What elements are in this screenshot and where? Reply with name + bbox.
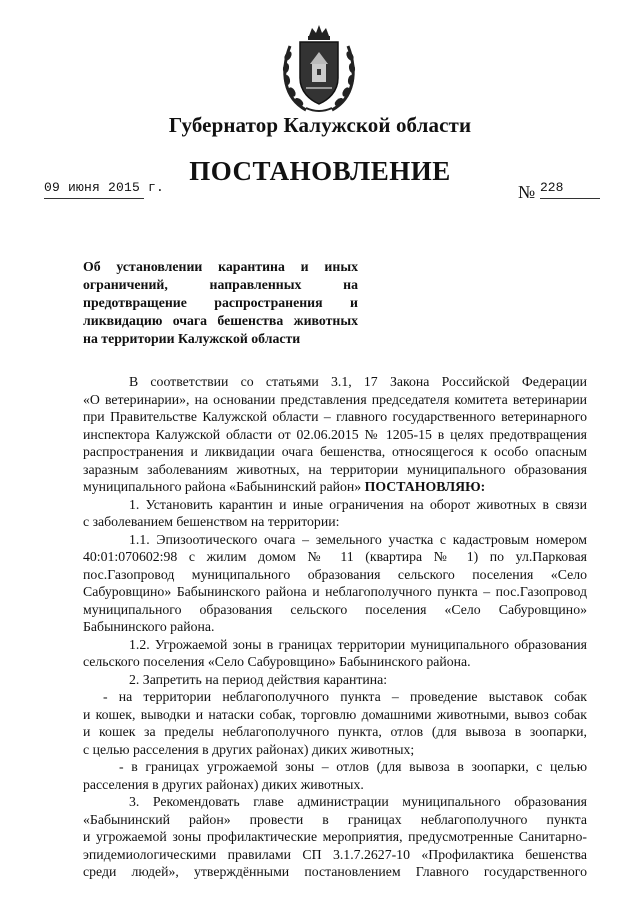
clause-3: 3. Рекомендовать главе администрации муниципального образования (129, 794, 587, 809)
body-line: с заболеванием бешенством на территории: (83, 514, 340, 529)
document-date: 09 июня 2015 г. (44, 180, 165, 195)
issuing-authority: Губернатор Калужской области (168, 113, 472, 137)
resolve-keyword: ПОСТАНОВЛЯЮ: (364, 479, 486, 494)
body-line: и кошек за пределы неблагополучного пункта, отлов (для вывоза в зоопарки, (83, 724, 587, 739)
body-line: при Правительстве Калужской области – главного государственного ветеринарного (83, 409, 587, 424)
body-line: с целью расселения в других районах) диких животных; (83, 741, 415, 757)
body-line: Бабынинского района. (83, 619, 215, 634)
body-line: сельского поселения «Село Сабуровщино» Бабынинского района. (83, 654, 471, 669)
body-line: распространения и ликвидации очага бешенства, относящегося к особо опасным (83, 444, 587, 459)
subject-line: Об установлении карантина и иных (83, 259, 358, 274)
body-line: эпидемиологическими правилами СП 3.1.7.2627-10 «Профилактика бешенства (83, 846, 587, 862)
body-line: пос.Газопровод муниципального образования сельского поселения «Село (83, 566, 587, 582)
subject-line: ограничений, направленных на (83, 277, 358, 292)
clause-1-2: 1.2. Угрожаемой зоны в границах территории муниципального образования (129, 636, 587, 652)
clause-1: 1. Установить карантин и иные ограничения на оборот животных в связи (129, 496, 587, 512)
subject-line: ликвидацию очага бешенства животных (83, 313, 358, 328)
number-label: № (518, 182, 536, 202)
document-body (83, 373, 587, 881)
body-line: 40:01:070602:98 с жилим домом № 11 (квартира № 1) по ул.Парковая (83, 549, 587, 564)
body-line: «О ветеринарии», на основании представления председателя комитета ветеринарии (83, 391, 587, 407)
clause-2: 2. Запретить на период действия карантина: (129, 671, 388, 687)
clause-1-1: 1.1. Эпизоотического очага – земельного участка с кадастровым номером (129, 531, 587, 547)
body-line-with-resolve (83, 478, 587, 496)
number-underline (540, 198, 600, 199)
body-line: муниципального образования сельского поселения «Село Сабуровщино» (83, 601, 587, 617)
body-line: заразным заболеваниям животных, на территории муниципального образования (83, 461, 587, 477)
date-underline (44, 198, 144, 199)
body-line: инспектора Калужской области от 02.06.2015 № 1205-15 в целях предотвращения (83, 426, 587, 442)
body-line: среди людей», утверждёнными постановлением Главного государственного (83, 864, 587, 879)
document-number: 228 (540, 180, 564, 195)
clause-2-bullet: - в границах угрожаемой зоны – отлов (для вывоза в зоопарки, с целью (119, 759, 587, 774)
subject-line: предотвращение распространения и (83, 295, 358, 310)
body-line: и угрожаемой зоны профилактические мероприятия, предусмотренные Санитарно- (83, 829, 587, 844)
coat-of-arms-emblem (276, 22, 362, 114)
document-type-title: ПОСТАНОВЛЕНИЕ (189, 156, 451, 186)
subject-line: на территории Калужской области (83, 331, 301, 346)
document-subject (83, 258, 358, 348)
body-line: и кошек, выводки и натаски собак, торговлю домашними животными, вывоз собак (83, 706, 587, 722)
body-line: «Бабынинский район» провести в границах неблагополучного пункта (83, 811, 587, 827)
body-line: расселения в других районах) диких животных. (83, 776, 364, 792)
clause-2-bullet: - на территории неблагополучного пункта – проведение выставок собак (103, 689, 587, 704)
body-line: В соответствии со статьями 3.1, 17 Закона Российской Федерации (129, 374, 587, 389)
body-line: Сабуровщино» Бабынинского района и неблагополучного пункта – пос.Газопровод (83, 584, 587, 599)
body-line: муниципального района «Бабынинский район» (83, 479, 362, 494)
